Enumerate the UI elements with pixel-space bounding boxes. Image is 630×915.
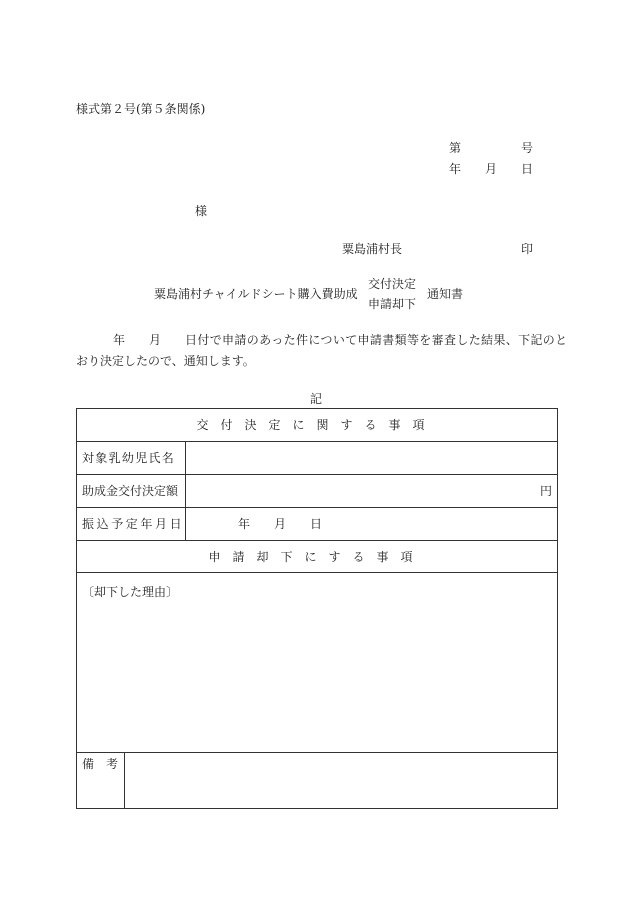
date-month: 月	[485, 162, 498, 176]
amount-unit: 円	[540, 484, 553, 498]
ki-mark: 記	[310, 392, 323, 406]
addressee-suffix: 様	[195, 204, 208, 218]
doc-number-suffix: 号	[521, 141, 534, 155]
seal-mark: 印	[521, 242, 534, 256]
transfer-year: 年	[238, 517, 251, 531]
child-name-label: 対象乳幼児氏名	[82, 451, 176, 465]
remarks-field[interactable]	[129, 756, 553, 804]
form-number: 様式第２号(第５条関係)	[76, 102, 206, 116]
reject-reason-label: 〔却下した理由〕	[82, 585, 179, 599]
amount-label: 助成金交付決定額	[82, 484, 179, 498]
date-day: 日	[521, 162, 534, 176]
title-option-grant: 交付決定	[368, 277, 417, 291]
amount-field[interactable]	[190, 477, 530, 505]
date-year: 年	[449, 162, 462, 176]
grant-section-header: 交付決定に関する事項	[196, 418, 437, 432]
reject-section-header: 申請却下にする事項	[208, 550, 425, 564]
issuer-title: 粟島浦村長	[342, 242, 403, 256]
body-line-2: おり決定したので、通知します。	[76, 354, 255, 368]
remarks-label: 備考	[82, 757, 131, 771]
transfer-date-label: 振込予定年月日	[82, 517, 185, 531]
body-line-1: 日付で申請のあった件について申請書類等を審査した結果、下記のと	[185, 333, 568, 347]
doc-number-prefix: 第	[449, 141, 462, 155]
transfer-day: 日	[310, 517, 323, 531]
title-option-reject: 申請却下	[368, 297, 417, 311]
title-suffix: 通知書	[427, 287, 464, 301]
reject-reason-field[interactable]	[82, 602, 552, 748]
transfer-month: 月	[274, 517, 287, 531]
body-month: 月	[149, 333, 162, 347]
body-year: 年	[113, 333, 126, 347]
child-name-field[interactable]	[190, 444, 552, 472]
document-title: 粟島浦村チャイルドシート購入費助成	[154, 287, 358, 301]
